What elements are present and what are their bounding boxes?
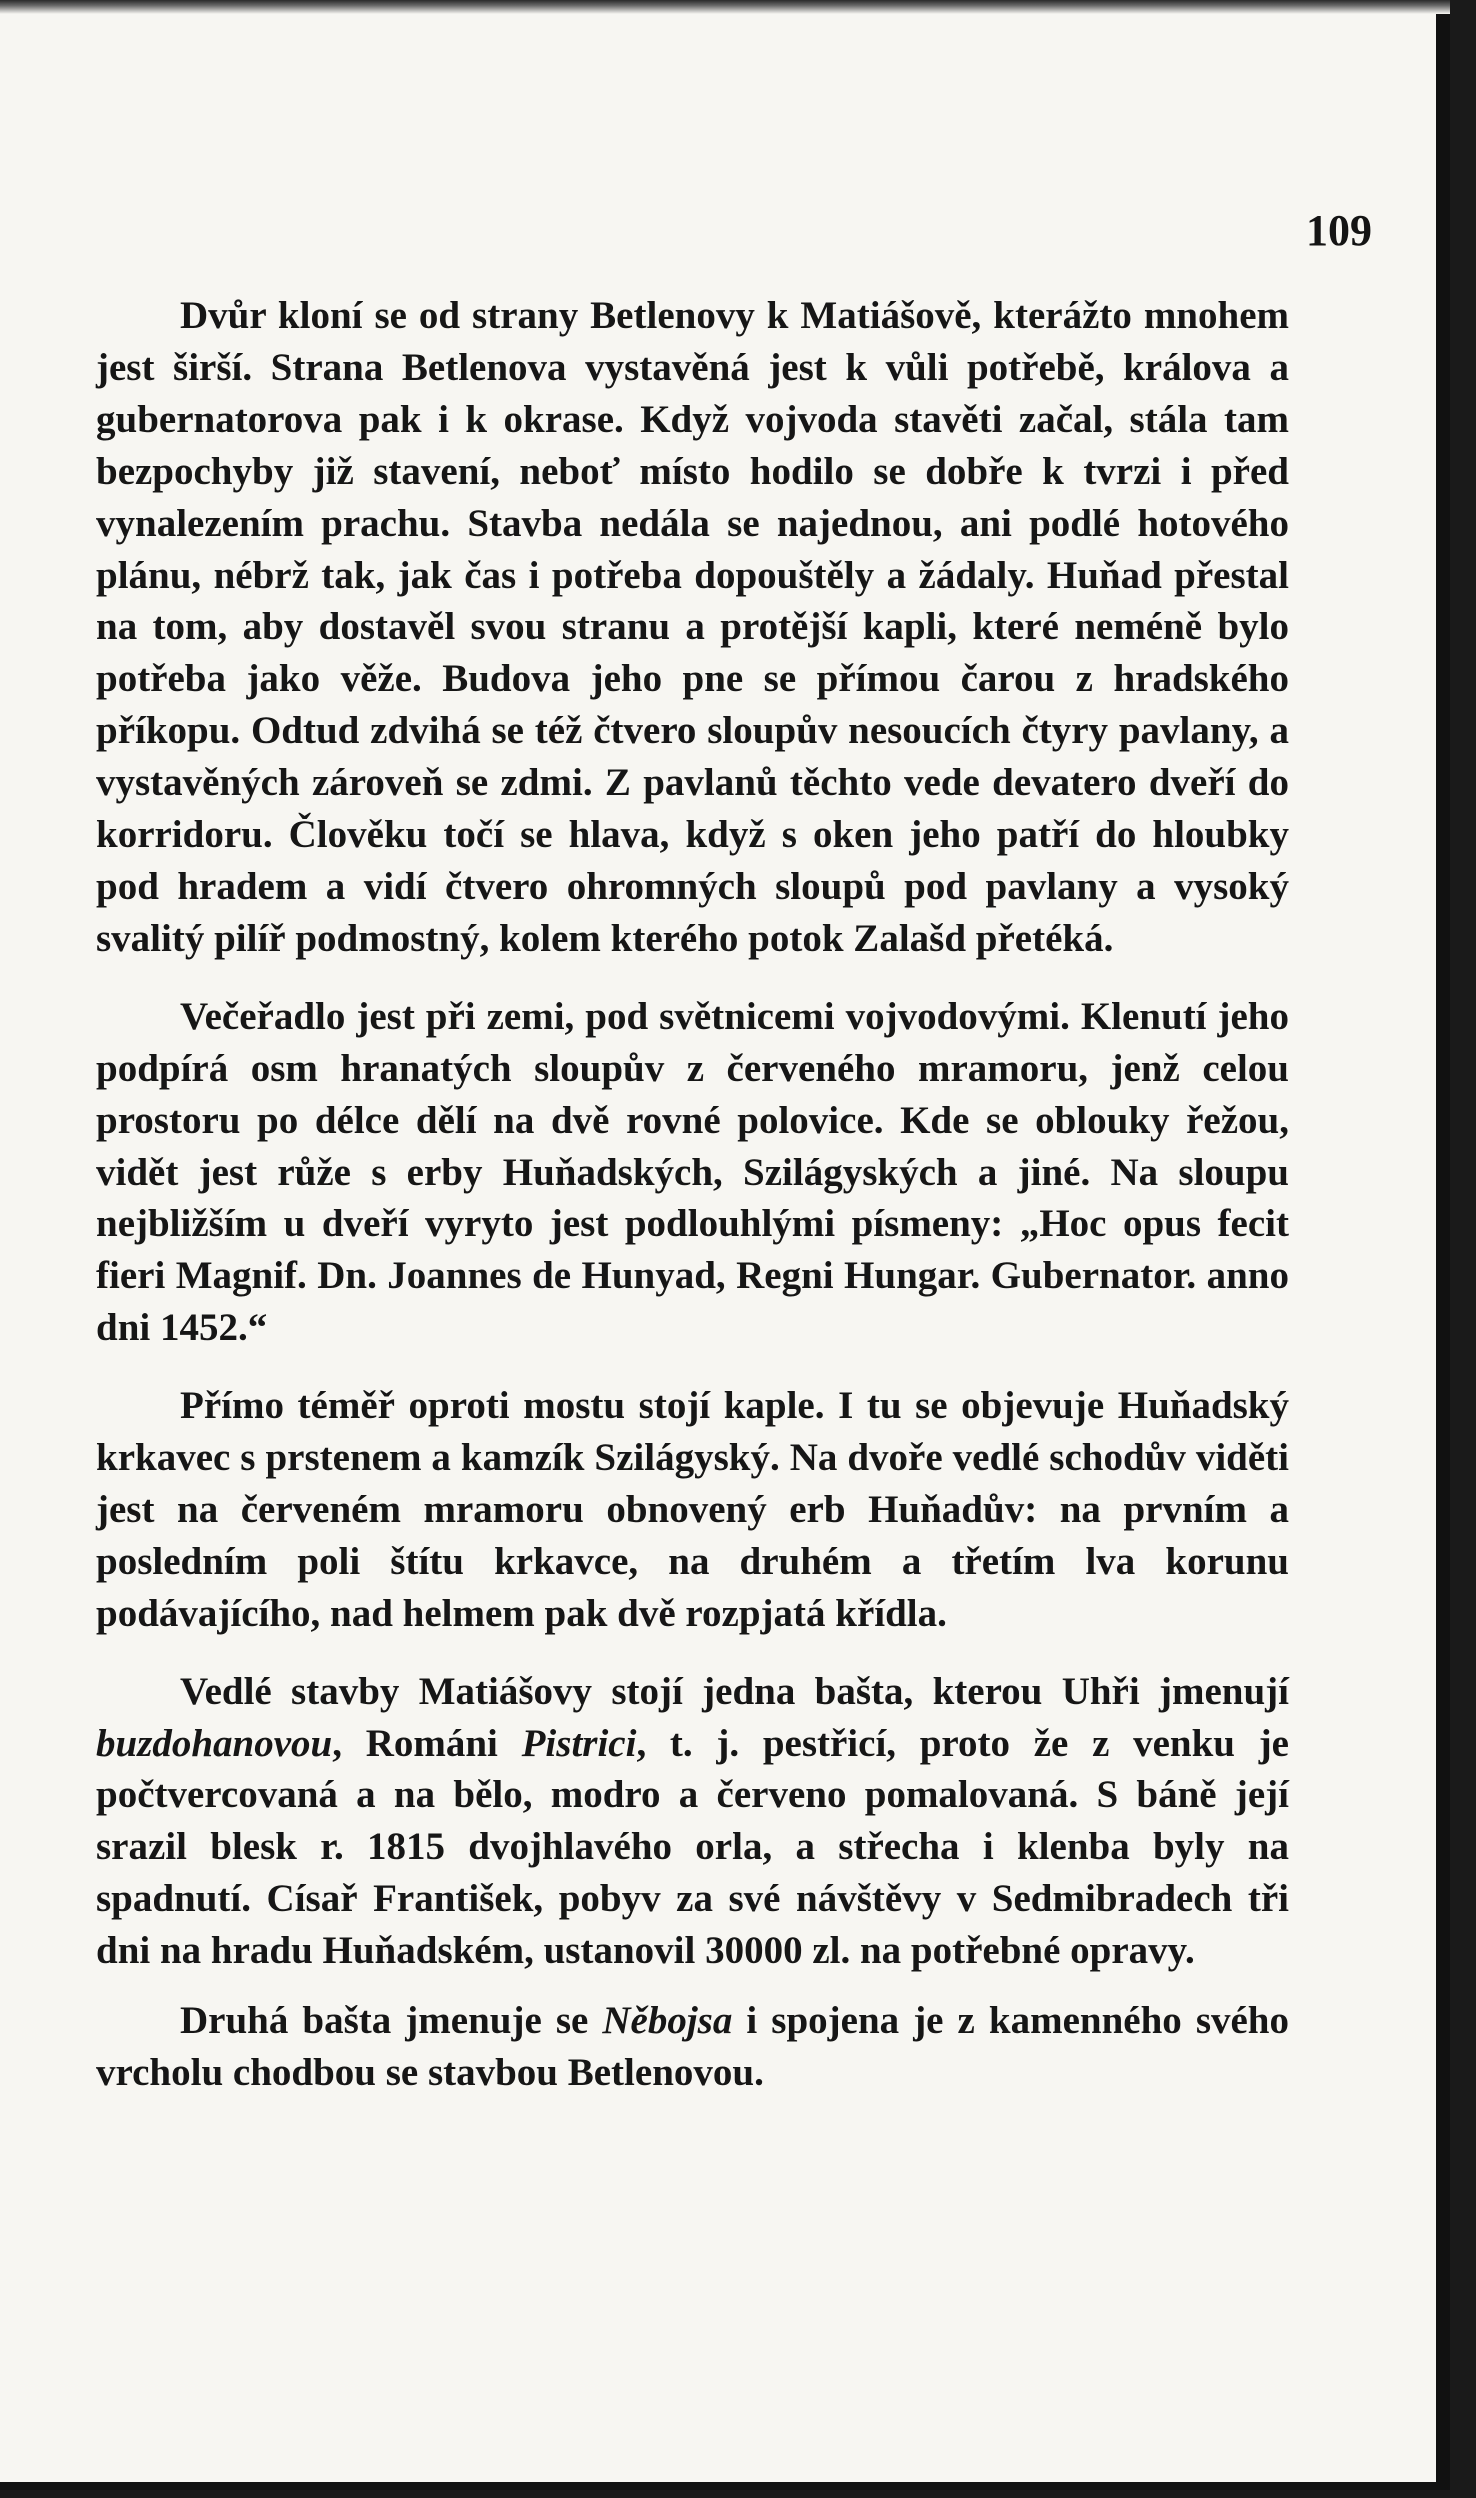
page-number: 109 [1306, 206, 1372, 255]
bastion-name-pistrici: Pistrici [521, 1721, 637, 1765]
paragraph-bastion [96, 1666, 1289, 1977]
bastion-name-buzdohanova: buzdohanovou [96, 1721, 333, 1765]
bastion-text-start: Vedlé stavby Matiášovy stojí jedna bašta, kterou Uhři jmenují [180, 1669, 1289, 1713]
bastion-text-mid: , Románi [332, 1721, 522, 1765]
paragraph-refectory: Večeřadlo jest při zemi, pod světnicemi vojvodovými. Klenutí jeho podpírá osm hranatých sloupův z červeného mramoru, jenž celou prostoru po délce dělí na dvě rovné polovice. Kde se oblouky řežou, vidět jest růže s erby Huňadských, Szilágyských a jiné. Na sloupu nejbližším u dveří vyryto jest podlouhlými písmeny: „Hoc opus fecit fieri Magnif. Dn. Joannes de Hunyad, Regni Hungar. Gubernator. anno dni 1452.“ [96, 994, 1289, 1350]
bastion-name-nebojsa: Něbojsa [602, 1999, 733, 2043]
page-text [96, 290, 1289, 2125]
bastion-text-end: , t. j. pestřicí, proto že z venku je počtvercovaná a na bělo, modro a červeno pomalovaná. S báně její srazil blesk r. 1815 dvojhlavého orla, a střecha i klenba byly na spadnutí. Císař František, pobyv za své návštěvy v Sedmibradech tři dni na hradu Huňadském, ustanovil 30000 zl. na potřebné opravy. [96, 1721, 1289, 1973]
page-top-edge [0, 0, 1450, 14]
second-bastion-text-start: Druhá bašta jmenuje se [180, 1999, 603, 2043]
second-bastion-text-end: i spojena je z kamenného svého vrcholu chodbou se stavbou Betlenovou. [96, 1999, 1289, 2094]
paragraph-courtyard: Dvůr kloní se od strany Betlenovy k Matiášově, kterážto mnohem jest širší. Strana Betlenova vystavěná jest k vůli potřebě, králova a gubernatorova pak i k okrase. Když vojvoda stavěti začal, stála tam bezpochyby již stavení, neboť místo hodilo se dobře k tvrzi i před vynalezením prachu. Stavba nedála se najednou, ani podlé hotového plánu, nébrž tak, jak čas i potřeba dopouštěly a žádaly. Huňad přestal na tom, aby dostavěl svou stranu a protější kapli, které neméně bylo potřeba jako věže. Budova jeho pne se přímou čarou z hradského příkopu. Odtud zdvihá se též čtvero sloupův nesoucích čtyry pavlany, a vystavěných zároveň se zdmi. Z pavlanů těchto vede devatero dveří do korridoru. Člověku točí se hlava, když s oken jeho patří do hloubky pod hradem a vidí čtvero ohromných sloupů pod pavlany a vysoký svalitý pilíř podmostný, kolem kterého potok Zalašd přetéká. [96, 294, 1289, 960]
paragraph-second-bastion [96, 1995, 1289, 2099]
paragraph-chapel: Přímo téměř oproti mostu stojí kaple. I tu se objevuje Huňadský krkavec s prstenem a kamzík Szilágyský. Na dvoře vedlé schodův viděti jest na červeném mramoru obnovený erb Huňadův: na prvním a posledním poli štítu krkavce, na druhém a třetím lva korunu podávajícího, nad helmem pak dvě rozpjatá křídla. [96, 1384, 1289, 1635]
